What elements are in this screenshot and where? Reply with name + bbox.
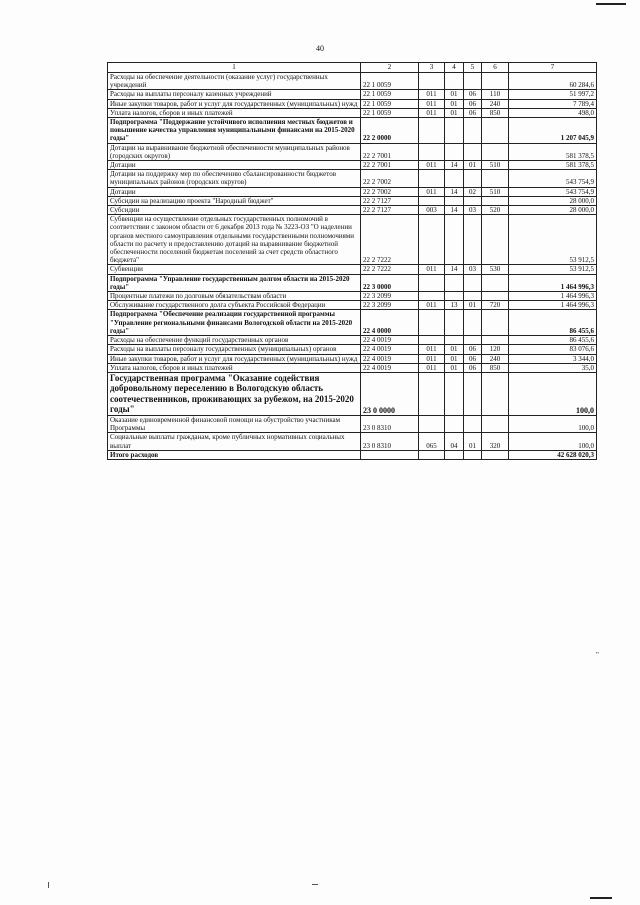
cell-name: Расходы на выплаты персоналу казенных учреждений	[108, 90, 361, 99]
cell-c6: 320	[482, 433, 509, 450]
table-row	[108, 310, 597, 336]
scan-edge-mark	[312, 884, 318, 885]
table-row	[108, 336, 597, 345]
cell-c6: 240	[482, 354, 509, 363]
cell-c3: 011	[419, 301, 445, 310]
cell-c5	[464, 310, 482, 336]
cell-name: Уплата налогов, сборов и иных платежей	[108, 108, 361, 117]
cell-c3: 065	[419, 433, 445, 450]
cell-name: Подпрограмма "Поддержание устойчивого исполнения местных бюджетов и повышение качества управления муниципальными финансами на 2015-2020 годы"	[108, 118, 361, 144]
cell-c5	[464, 292, 482, 301]
empty-cell	[419, 450, 445, 459]
cell-c6	[482, 196, 509, 205]
cell-c6	[482, 415, 509, 432]
cell-code: 22 4 0019	[361, 363, 419, 372]
cell-code: 22 1 0059	[361, 73, 419, 90]
cell-name: Иные закупки товаров, работ и услуг для государственных (муниципальных) нужд	[108, 99, 361, 108]
cell-amount: 53 912,5	[509, 215, 597, 265]
cell-c3	[419, 196, 445, 205]
table-row	[108, 265, 597, 274]
cell-c5	[464, 336, 482, 345]
cell-amount: 53 912,5	[509, 265, 597, 274]
cell-amount: 1 207 045,9	[509, 118, 597, 144]
cell-c3	[419, 310, 445, 336]
cell-c4: 01	[445, 354, 464, 363]
cell-c4: 01	[445, 90, 464, 99]
table-row	[108, 99, 597, 108]
cell-c3	[419, 143, 445, 160]
cell-c3	[419, 118, 445, 144]
total-label: Итого расходов	[108, 450, 361, 459]
cell-c3	[419, 170, 445, 187]
cell-c5	[464, 118, 482, 144]
cell-code: 22 4 0019	[361, 345, 419, 354]
table-header-row	[108, 63, 597, 73]
table-row	[108, 372, 597, 415]
table-row	[108, 206, 597, 215]
cell-name: Иные закупки товаров, работ и услуг для государственных (муниципальных) нужд	[108, 354, 361, 363]
table-row	[108, 415, 597, 432]
cell-c5: 06	[464, 108, 482, 117]
cell-name: Дотации	[108, 187, 361, 196]
scan-corner-mark	[590, 897, 612, 899]
cell-c3: 011	[419, 187, 445, 196]
cell-amount: 28 000,0	[509, 206, 597, 215]
empty-cell	[464, 450, 482, 459]
cell-c4: 01	[445, 345, 464, 354]
table-row	[108, 363, 597, 372]
cell-c4: 14	[445, 265, 464, 274]
cell-c6	[482, 292, 509, 301]
cell-name: Субсидии	[108, 206, 361, 215]
cell-c4: 14	[445, 161, 464, 170]
cell-c6	[482, 274, 509, 291]
cell-c5	[464, 215, 482, 265]
cell-amount: 28 000,0	[509, 196, 597, 205]
cell-c5: 06	[464, 90, 482, 99]
cell-c5	[464, 73, 482, 90]
cell-amount: 1 464 996,3	[509, 274, 597, 291]
cell-code: 22 2 7002	[361, 187, 419, 196]
cell-amount: 83 076,6	[509, 345, 597, 354]
cell-name: Подпрограмма "Управление государственным долгом области на 2015-2020 годы"	[108, 274, 361, 291]
cell-amount: 543 754,9	[509, 170, 597, 187]
cell-amount: 543 754,9	[509, 187, 597, 196]
cell-c5: 03	[464, 265, 482, 274]
cell-name: Социальные выплаты гражданам, кроме публичных нормативных социальных выплат	[108, 433, 361, 450]
cell-c5	[464, 170, 482, 187]
cell-c3	[419, 292, 445, 301]
cell-code: 22 3 2099	[361, 301, 419, 310]
table-row	[108, 170, 597, 187]
cell-c5	[464, 143, 482, 160]
cell-amount: 7 789,4	[509, 99, 597, 108]
scan-corner-mark	[596, 3, 626, 5]
cell-c5	[464, 415, 482, 432]
cell-c4	[445, 73, 464, 90]
cell-c4	[445, 310, 464, 336]
total-row	[108, 450, 597, 459]
cell-c3	[419, 274, 445, 291]
cell-c6	[482, 215, 509, 265]
cell-c6: 510	[482, 187, 509, 196]
cell-code: 23 0 0000	[361, 372, 419, 415]
table-row	[108, 143, 597, 160]
cell-code: 22 2 0000	[361, 118, 419, 144]
cell-c5: 01	[464, 161, 482, 170]
header-cell: 6	[482, 63, 509, 73]
table-row	[108, 215, 597, 265]
cell-amount: 581 378,5	[509, 161, 597, 170]
cell-c3: 011	[419, 90, 445, 99]
cell-c4: 01	[445, 108, 464, 117]
table-row	[108, 274, 597, 291]
cell-c3: 011	[419, 265, 445, 274]
empty-cell	[445, 450, 464, 459]
cell-code: 23 0 8310	[361, 415, 419, 432]
cell-name: Подпрограмма "Обеспечение реализации государственной программы "Управление региональными финансами Вологодской области на 2015-2020 годы"	[108, 310, 361, 336]
cell-c4	[445, 196, 464, 205]
table-row	[108, 433, 597, 450]
cell-code: 22 2 7002	[361, 170, 419, 187]
cell-c3: 003	[419, 206, 445, 215]
cell-c5: 02	[464, 187, 482, 196]
cell-code: 22 2 7001	[361, 143, 419, 160]
cell-c6: 120	[482, 345, 509, 354]
table-row	[108, 196, 597, 205]
cell-c4	[445, 292, 464, 301]
cell-name: Субсидии на реализацию проекта "Народный бюджет"	[108, 196, 361, 205]
cell-amount: 581 378,5	[509, 143, 597, 160]
table-row	[108, 345, 597, 354]
cell-amount: 100,0	[509, 415, 597, 432]
cell-c6	[482, 170, 509, 187]
cell-c6: 240	[482, 99, 509, 108]
cell-amount: 498,0	[509, 108, 597, 117]
cell-c5: 01	[464, 301, 482, 310]
expenditure-table	[107, 62, 597, 460]
cell-c5: 01	[464, 433, 482, 450]
cell-amount: 100,0	[509, 372, 597, 415]
table-row	[108, 292, 597, 301]
cell-code: 22 4 0000	[361, 310, 419, 336]
header-cell: 3	[419, 63, 445, 73]
table-row	[108, 108, 597, 117]
cell-name: Субвенции	[108, 265, 361, 274]
cell-c5: 06	[464, 99, 482, 108]
cell-c6: 850	[482, 108, 509, 117]
table-row	[108, 354, 597, 363]
cell-amount: 86 455,6	[509, 310, 597, 336]
header-cell: 2	[361, 63, 419, 73]
header-cell: 1	[108, 63, 361, 73]
cell-amount: 3 344,0	[509, 354, 597, 363]
cell-name: Дотации	[108, 161, 361, 170]
cell-c5	[464, 274, 482, 291]
table-row	[108, 73, 597, 90]
cell-code: 22 2 7222	[361, 265, 419, 274]
cell-c3: 011	[419, 99, 445, 108]
cell-amount: 1 464 996,3	[509, 292, 597, 301]
cell-c4	[445, 372, 464, 415]
cell-c5: 06	[464, 363, 482, 372]
cell-name: Расходы на выплаты персоналу государственных (муниципальных) органов	[108, 345, 361, 354]
cell-c6: 520	[482, 206, 509, 215]
cell-c3: 011	[419, 354, 445, 363]
cell-amount: 100,0	[509, 433, 597, 450]
cell-c4: 13	[445, 301, 464, 310]
cell-c3	[419, 215, 445, 265]
header-cell: 4	[445, 63, 464, 73]
table-row	[108, 301, 597, 310]
cell-c4	[445, 215, 464, 265]
cell-code: 22 4 0019	[361, 336, 419, 345]
cell-c6	[482, 336, 509, 345]
cell-c6	[482, 310, 509, 336]
cell-code: 22 2 7127	[361, 196, 419, 205]
cell-c4	[445, 118, 464, 144]
cell-amount: 60 284,6	[509, 73, 597, 90]
cell-c4	[445, 143, 464, 160]
empty-cell	[482, 450, 509, 459]
cell-code: 22 3 2099	[361, 292, 419, 301]
cell-c5	[464, 196, 482, 205]
cell-c4: 01	[445, 99, 464, 108]
cell-name: Обслуживание государственного долга субъекта Российской Федерации	[108, 301, 361, 310]
total-amount: 42 628 020,3	[509, 450, 597, 459]
cell-c4	[445, 415, 464, 432]
cell-c3	[419, 336, 445, 345]
cell-c6	[482, 372, 509, 415]
cell-code: 22 4 0019	[361, 354, 419, 363]
cell-code: 22 3 0000	[361, 274, 419, 291]
cell-c6: 110	[482, 90, 509, 99]
cell-c5: 03	[464, 206, 482, 215]
cell-name: Оказание единовременной финансовой помощи на обустройство участникам Программы	[108, 415, 361, 432]
cell-name: Уплата налогов, сборов и иных платежей	[108, 363, 361, 372]
cell-code: 22 2 7127	[361, 206, 419, 215]
cell-c4: 01	[445, 363, 464, 372]
cell-c3	[419, 372, 445, 415]
cell-name: Государственная программа "Оказание содействия добровольному переселению в Вологодскую область соотечественников, проживающих за рубежом, на 2015-2020 годы"	[108, 372, 361, 415]
cell-name: Процентные платежи по долговым обязательствам области	[108, 292, 361, 301]
cell-name: Расходы на обеспечение деятельности (оказание услуг) государственных учреждений	[108, 73, 361, 90]
cell-c4: 14	[445, 206, 464, 215]
cell-code: 22 2 7222	[361, 215, 419, 265]
cell-c4: 14	[445, 187, 464, 196]
cell-c3: 011	[419, 345, 445, 354]
cell-name: Субвенции на осуществление отдельных государственных полномочий в соответствии с законом области от 6 декабря 2013 года № 3223-ОЗ "О наделении органов местного самоуправления отдельными государственными полномочиями области по расчету и предоставлению дотаций на выравнивание бюджетной обеспеченности поселений бюджетам поселений за счет средств областного бюджета"	[108, 215, 361, 265]
cell-c3: 011	[419, 108, 445, 117]
table-row	[108, 161, 597, 170]
cell-c6: 720	[482, 301, 509, 310]
cell-c6: 850	[482, 363, 509, 372]
cell-c4: 04	[445, 433, 464, 450]
cell-code: 22 1 0059	[361, 108, 419, 117]
cell-amount: 1 464 996,3	[509, 301, 597, 310]
cell-amount: 35,0	[509, 363, 597, 372]
cell-c6	[482, 118, 509, 144]
cell-c5	[464, 372, 482, 415]
cell-c3: 011	[419, 161, 445, 170]
cell-code: 23 0 8310	[361, 433, 419, 450]
cell-name: Расходы на обеспечение функций государственных органов	[108, 336, 361, 345]
cell-c3: 011	[419, 363, 445, 372]
closing-quote: "	[596, 651, 599, 659]
cell-c6: 530	[482, 265, 509, 274]
cell-name: Дотации на поддержку мер по обеспечению сбалансированности бюджетов муниципальных районов (городских округов)	[108, 170, 361, 187]
cell-c4	[445, 170, 464, 187]
header-cell: 7	[509, 63, 597, 73]
scan-edge-mark	[48, 882, 49, 888]
cell-amount: 86 455,6	[509, 336, 597, 345]
header-cell: 5	[464, 63, 482, 73]
cell-c5: 06	[464, 345, 482, 354]
page-number: 40	[316, 44, 324, 53]
table-row	[108, 187, 597, 196]
cell-c5: 06	[464, 354, 482, 363]
cell-c3	[419, 415, 445, 432]
cell-code: 22 2 7001	[361, 161, 419, 170]
cell-c4	[445, 336, 464, 345]
cell-amount: 51 997,2	[509, 90, 597, 99]
cell-c4	[445, 274, 464, 291]
cell-c6: 510	[482, 161, 509, 170]
cell-name: Дотации на выравнивание бюджетной обеспеченности муниципальных районов (городских округов)	[108, 143, 361, 160]
cell-code: 22 1 0059	[361, 99, 419, 108]
cell-c6	[482, 73, 509, 90]
cell-c6	[482, 143, 509, 160]
cell-code: 22 1 0059	[361, 90, 419, 99]
table-row	[108, 118, 597, 144]
empty-cell	[361, 450, 419, 459]
cell-c3	[419, 73, 445, 90]
table-row	[108, 90, 597, 99]
